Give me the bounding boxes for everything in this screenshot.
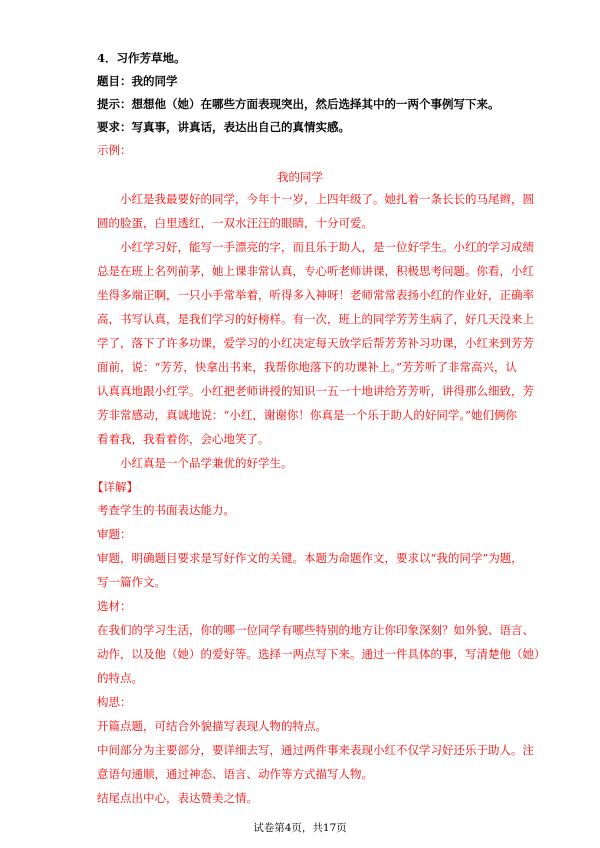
analysis-line: 意语句通顺，通过神态、语言、动作等方式描写人物。 xyxy=(97,767,373,781)
essay-line: 看着我，我看着你，会心地笑了。 xyxy=(97,432,270,446)
analysis-line: 考查学生的书面表达能力。 xyxy=(97,503,235,517)
essay-line: 总是在班上名列前茅，她上课非常认真，专心听老师讲课，积极思考问题。你看，小红 xyxy=(97,264,534,278)
analysis-line: 写一篇作文。 xyxy=(97,575,166,589)
question-requirement: 要求：写真事，讲真话，表达出自己的真情实感。 xyxy=(97,120,350,134)
essay-line: 认真真地跟小红学。小红把老师讲授的知识一五一十地讲给芳芳听，讲得那么细致，芳 xyxy=(97,384,534,398)
analysis-heading: 选材： xyxy=(97,599,132,613)
example-label: 示例： xyxy=(97,143,132,157)
question-title: 4．习作芳草地。 xyxy=(97,51,186,65)
analysis-line: 审题，明确题目要求是写好作文的关键。本题为命题作文，要求以“我的同学”为题， xyxy=(97,551,523,565)
essay-line: 小红学习好，能写一手漂亮的字，而且乐于助人，是一位好学生。小红的学习成绩 xyxy=(120,240,534,254)
question-hint: 提示：想想他（她）在哪些方面表现突出，然后选择其中的一两个事例写下来。 xyxy=(97,97,500,111)
analysis-line: 结尾点出中心，表达赞美之情。 xyxy=(97,791,258,805)
essay-line: 学了，落下了许多功课，爱学习的小红决定每天放学后帮芳芳补习功课，小红来到芳芳 xyxy=(97,336,534,350)
essay-title: 我的同学 xyxy=(277,170,323,184)
analysis-line: 的特点。 xyxy=(97,671,143,685)
analysis-label: 【详解】 xyxy=(92,480,138,494)
essay-line: 小红是我最要好的同学，今年十一岁，上四年级了。她扎着一条长长的马尾辫，圆 xyxy=(120,192,534,206)
analysis-line: 在我们的学习生活，你的哪一位同学有哪些特别的地方让你印象深刻？如外貌、语言、 xyxy=(97,623,534,637)
essay-line: 小红真是一个品学兼优的好学生。 xyxy=(120,456,293,470)
analysis-line: 开篇点题，可结合外貌描写表现人物的特点。 xyxy=(97,719,327,733)
essay-line: 圆的脸蛋，白里透红，一双水汪汪的眼睛，十分可爱。 xyxy=(97,216,373,230)
essay-line: 坐得多端正啊，一只小手常举着，听得多入神呀！老师常常表扬小红的作业好，正确率 xyxy=(97,288,534,302)
essay-line: 高，书写认真，是我们学习的好榜样。有一次，班上的同学芳芳生病了，好几天没来上 xyxy=(97,312,534,326)
analysis-line: 中间部分为主要部分，要详细去写，通过两件事来表现小红不仅学习好还乐于助人。注 xyxy=(97,743,534,757)
analysis-line: 动作，以及他（她）的爱好等。选择一两点写下来。通过一件具体的事，写清楚他（她） xyxy=(97,647,546,661)
question-topic: 题目：我的同学 xyxy=(97,74,178,88)
page-footer: 试卷第4页，共17页 xyxy=(253,822,347,834)
essay-line: 芳非常感动，真诚地说：“小红，谢谢你！你真是一个乐于助人的好同学。”她们俩你 xyxy=(97,408,518,422)
analysis-heading: 构思： xyxy=(97,695,132,709)
analysis-heading: 审题： xyxy=(97,527,132,541)
essay-line: 面前，说：“芳芳，快拿出书来，我帮你地落下的功课补上。”芳芳听了非常高兴，认 xyxy=(97,360,518,374)
